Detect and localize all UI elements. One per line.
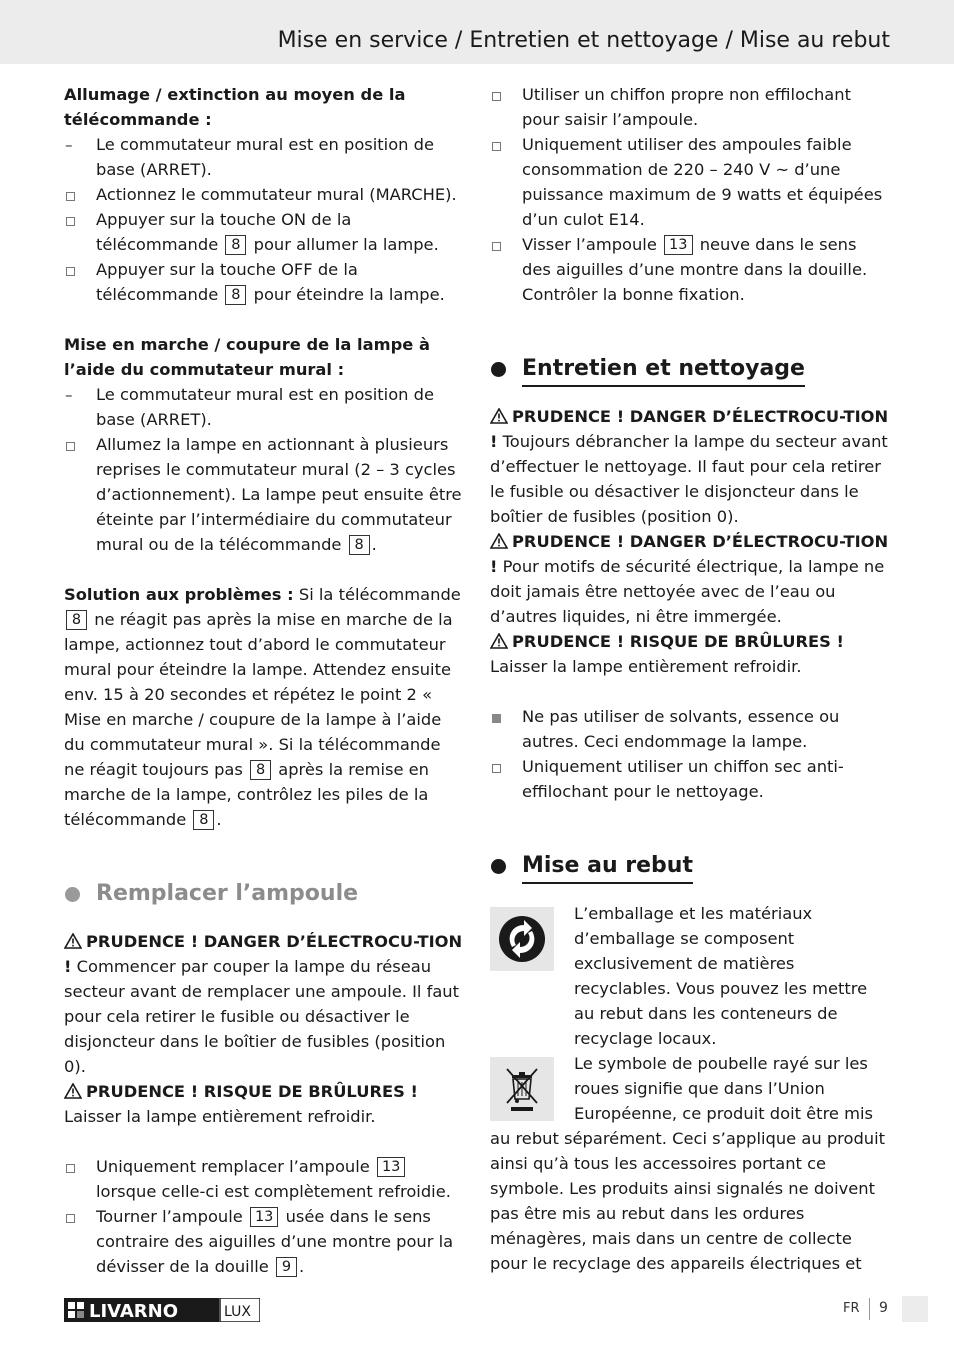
- warning-electrocution: [490, 529, 890, 629]
- warning-text: Pour motifs de sécurité électrique, la lampe ne doit jamais être nettoyée avec de l’eau ou d’autres liquides, ni être immergée.: [490, 557, 885, 626]
- warning-text: Laisser la lampe entièrement refroidir.: [64, 1107, 376, 1126]
- bullet-dot-icon: [65, 887, 80, 902]
- paragraph-text: ne réagit pas après la mise en marche de la lampe, actionnez tout d’abord le commutateur mural pour éteindre la lampe. Attendez ensuite env. 15 à 20 secondes et répétez le point 2 « Mise en marche / coupure de la lampe à l’aide du commutateur mural ». Si la télécommande ne réagit toujours pas: [64, 610, 453, 779]
- weee-block: [490, 1051, 890, 1276]
- bullet-square-icon: [490, 82, 510, 108]
- bullet-dot-icon: [491, 859, 506, 874]
- bullet-square-icon: [64, 182, 84, 208]
- left-column: [64, 82, 464, 1279]
- part-ref: 8: [225, 235, 246, 255]
- troubleshooting-label: Solution aux problèmes :: [64, 585, 294, 604]
- warning-electrocution: [64, 929, 464, 1079]
- bullet-square-icon: [490, 232, 510, 258]
- warning-triangle-icon: [64, 1083, 82, 1099]
- list-item: [490, 82, 890, 132]
- list-item-text: Uniquement utiliser un chiffon sec anti-effilochant pour le nettoyage.: [522, 757, 844, 801]
- weee-text: Le symbole de poubelle rayé sur les roues signifie que dans l’Union Européenne, ce produit doit être mis au rebut séparément. Ceci s’applique au produit ainsi qu’à tous les accessoires portant ce symbole. Les produits ainsi signalés ne doivent pas être mis au rebut dans les ordures ménagères, mais dans un centre de collecte pour le recyclage des appareils électriques et: [490, 1054, 886, 1273]
- bullet-square-icon: [64, 207, 84, 233]
- warning-triangle-icon: [490, 633, 508, 649]
- section-title: Remplacer l’ampoule: [96, 881, 359, 906]
- list-item: [64, 1154, 464, 1204]
- troubleshooting-paragraph: [64, 582, 464, 832]
- list-item-text: neuve dans le sens des aiguilles d’une montre dans la douille. Contrôler la bonne fixation.: [522, 235, 868, 304]
- list-item-text: usée dans le sens contraire des aiguilles d’une montre pour la dévisser de la douille: [96, 1207, 454, 1276]
- remote-heading: Allumage / extinction au moyen de la télécommande :: [64, 85, 406, 129]
- warning-text: Toujours débrancher la lampe du secteur avant d’effectuer le nettoyage. Il faut pour cela retirer le fusible ou désactiver le disjoncteur dans le boîtier de fusibles (position 0).: [490, 432, 888, 526]
- part-ref: 8: [250, 760, 271, 780]
- list-item: [64, 207, 464, 257]
- list-item: [490, 754, 890, 804]
- list-item-text: Utiliser un chiffon propre non effilochant pour saisir l’ampoule.: [522, 85, 851, 129]
- section-heading-replace-bulb: [64, 879, 464, 909]
- crossed-bin-icon: [490, 1057, 554, 1121]
- footer-tab: [902, 1296, 928, 1322]
- bullet-dot-icon: [491, 362, 506, 377]
- warning-triangle-icon: [490, 408, 508, 424]
- livarno-lux-logo: [64, 1298, 260, 1322]
- list-item: [490, 704, 890, 754]
- warning-label: PRUDENCE ! RISQUE DE BRÛLURES !: [86, 1082, 418, 1101]
- warning-burns: [490, 629, 890, 679]
- bullet-square-icon: [64, 257, 84, 283]
- bullet-square-icon: [64, 432, 84, 458]
- dash-marker: –: [65, 136, 73, 154]
- list-item-text: Allumez la lampe en actionnant à plusieurs reprises le commutateur mural (2 – 3 cycles d’actionnement). La lampe peut ensuite être éteinte par l’intermédiaire du commutateur mural ou de la télécommande: [96, 435, 462, 554]
- warning-text: Laisser la lampe entièrement refroidir.: [490, 657, 802, 676]
- packaging-text: L’emballage et les matériaux d’emballage se composent exclusivement de matières recyclables. Vous pouvez les mettre au rebut dans les conteneurs de recyclage locaux.: [574, 904, 868, 1048]
- warning-triangle-icon: [490, 533, 508, 549]
- warning-burns: [64, 1079, 464, 1129]
- dash-marker: –: [65, 386, 73, 404]
- list-item-text: Uniquement utiliser des ampoules faible consommation de 220 – 240 V ~ d’une puissance maximum de 9 watts et équipées d’un culot E14.: [522, 135, 883, 229]
- list-item-text: Appuyer sur la touche ON de la télécommande: [96, 210, 352, 254]
- part-ref: 8: [225, 285, 246, 305]
- list-item-text: Le commutateur mural est en position de base (ARRET).: [96, 135, 435, 179]
- warning-text: Commencer par couper la lampe du réseau secteur avant de remplacer une ampoule. Il faut pour cela retirer le fusible ou désactiver le disjoncteur dans le boîtier de fusibles (position 0).: [64, 957, 460, 1076]
- paragraph-text: après la remise en marche de la lampe, contrôlez les piles de la télécommande: [64, 760, 429, 829]
- section-title: Entretien et nettoyage: [522, 354, 805, 387]
- list-item: [64, 182, 464, 207]
- packaging-block: [490, 901, 890, 1051]
- warning-electrocution: [490, 404, 890, 529]
- header-band: [0, 0, 954, 64]
- list-item: [490, 132, 890, 232]
- list-item-text: .: [371, 535, 377, 554]
- list-item: [64, 132, 464, 182]
- part-ref: 13: [250, 1207, 278, 1227]
- list-item-text: lorsque celle-ci est complètement refroidie.: [96, 1182, 451, 1201]
- part-ref: 8: [193, 810, 214, 830]
- list-item-text: pour éteindre la lampe.: [253, 285, 445, 304]
- list-item-text: pour allumer la lampe.: [253, 235, 439, 254]
- warning-label: PRUDENCE ! RISQUE DE BRÛLURES !: [512, 632, 844, 651]
- list-item-text: Tourner l’ampoule: [96, 1207, 243, 1226]
- section-title: Mise au rebut: [522, 851, 693, 884]
- list-item: [64, 432, 464, 557]
- right-column: [490, 82, 890, 1276]
- list-item-text: Ne pas utiliser de solvants, essence ou autres. Ceci endommage la lampe.: [522, 707, 840, 751]
- part-ref: 13: [377, 1157, 405, 1177]
- paragraph-text: Si la télécommande: [298, 585, 461, 604]
- part-ref: 13: [664, 235, 692, 255]
- list-item: [64, 1204, 464, 1279]
- bullet-square-icon: [64, 1154, 84, 1180]
- list-item-text: Appuyer sur la touche OFF de la télécommande: [96, 260, 358, 304]
- warning-triangle-icon: [64, 933, 82, 949]
- footer-divider: [869, 1298, 870, 1320]
- brand-name: LIVARNO: [89, 1301, 179, 1322]
- warning-label: PRUDENCE ! DANGER D’ÉLECTROCU-TION !: [490, 407, 889, 451]
- bullet-square-icon: [490, 754, 510, 780]
- bullet-filled-square-icon: [490, 704, 510, 730]
- recycle-icon: [490, 907, 554, 971]
- list-item: [64, 257, 464, 307]
- language-code: FR: [843, 1301, 860, 1316]
- part-ref: 8: [349, 535, 370, 555]
- list-item: [64, 382, 464, 432]
- warning-label: PRUDENCE ! DANGER D’ÉLECTROCU-TION !: [64, 932, 463, 976]
- section-heading-disposal: [490, 851, 890, 881]
- part-ref: 8: [66, 610, 87, 630]
- list-item-text: Uniquement remplacer l’ampoule: [96, 1157, 370, 1176]
- part-ref: 9: [276, 1257, 297, 1277]
- page-number: 9: [879, 1300, 888, 1316]
- bullet-square-icon: [64, 1204, 84, 1230]
- list-item: [490, 232, 890, 307]
- list-item-text: .: [298, 1257, 305, 1276]
- list-item-text: Le commutateur mural est en position de base (ARRET).: [96, 385, 435, 429]
- section-heading-care: [490, 354, 890, 384]
- page-title: Mise en service / Entretien et nettoyage / Mise au rebut: [277, 28, 890, 53]
- list-item-text: Actionnez le commutateur mural (MARCHE).: [96, 185, 457, 204]
- warning-label: PRUDENCE ! DANGER D’ÉLECTROCU-TION !: [490, 532, 889, 576]
- bullet-square-icon: [490, 132, 510, 158]
- brand-suffix: LUX: [224, 1304, 251, 1320]
- wall-heading: Mise en marche / coupure de la lampe à l’aide du commutateur mural :: [64, 335, 430, 379]
- list-item-text: Visser l’ampoule: [522, 235, 657, 254]
- paragraph-text: .: [216, 810, 222, 829]
